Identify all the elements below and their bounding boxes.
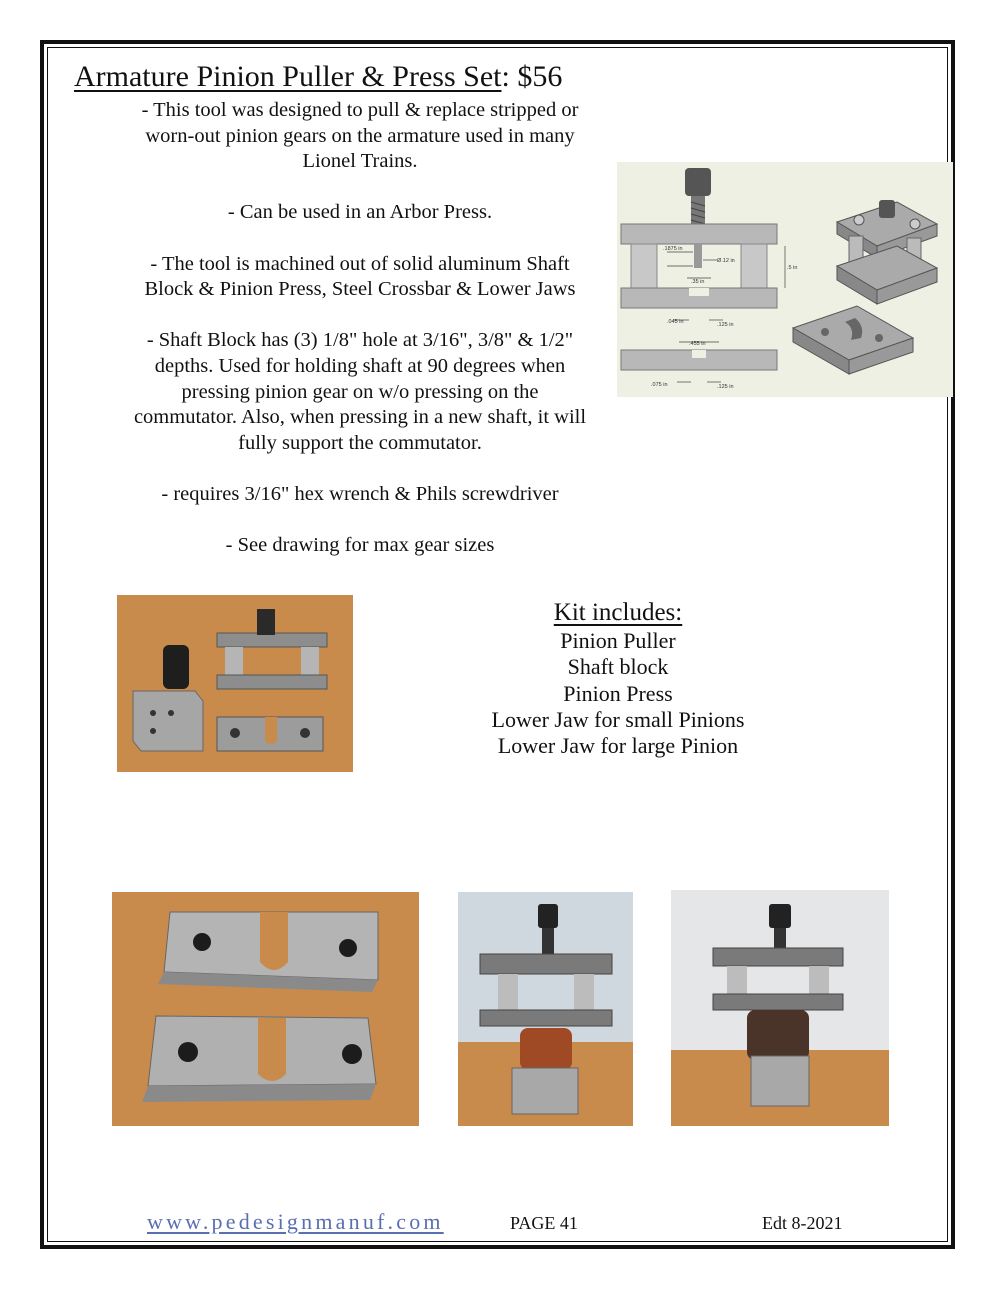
desc-line: - Shaft Block has (3) 1/8" hole at 3/16", 3/8" & 1/2"	[146, 329, 574, 352]
kit-parts-photo	[117, 595, 353, 772]
kit-item: Lower Jaw for small Pinions	[491, 706, 745, 732]
desc-line: Block & Pinion Press, Steel Crossbar & Lower Jaws	[144, 278, 576, 301]
desc-line: fully support the commutator.	[238, 431, 482, 454]
dimension-label: .455 in	[689, 341, 706, 347]
dimension-label: .125 in	[717, 384, 734, 390]
kit-item: Shaft block	[567, 654, 669, 680]
desc-line: depths. Used for holding shaft at 90 degrees when	[154, 354, 566, 377]
desc-line: - See drawing for max gear sizes	[225, 534, 495, 557]
desc-line: Lionel Trains.	[302, 150, 418, 173]
desc-line: - The tool is machined out of solid aluminum Shaft	[150, 252, 570, 275]
desc-line: - requires 3/16" hex wrench & Phils screwdriver	[161, 482, 559, 505]
dimension-label: .045 in	[667, 319, 684, 325]
technical-drawing	[617, 162, 953, 397]
kit-title: Kit includes:	[553, 599, 683, 626]
lower-jaws-photo	[112, 892, 419, 1126]
kit-item: Lower Jaw for large Pinion	[497, 733, 739, 759]
dimension-label: .35 in	[691, 279, 705, 285]
kit-item: Pinion Puller	[560, 628, 676, 653]
kit-item: Pinion Press	[563, 680, 673, 706]
dimension-label: Ø.12 in	[717, 258, 735, 264]
press-in-use-photo	[671, 890, 889, 1126]
desc-line: worn-out pinion gears on the armature used in many	[145, 124, 575, 147]
dimension-label: .5 in	[787, 265, 798, 271]
desc-line: - Can be used in an Arbor Press.	[227, 201, 493, 224]
page-number: PAGE 41	[510, 1213, 578, 1233]
product-price: : $56	[501, 60, 563, 93]
dimension-label: .1875 in	[663, 246, 683, 252]
press-in-use-photo	[458, 892, 633, 1126]
desc-line: pressing pinion gear on w/o pressing on the	[181, 380, 539, 403]
desc-line: - This tool was designed to pull & replace stripped or	[141, 99, 579, 121]
page-title	[74, 60, 562, 94]
website-link[interactable]: www.pedesignmanuf.com	[147, 1209, 444, 1234]
dimension-label: .075 in	[651, 382, 668, 388]
kit-includes	[440, 598, 796, 759]
edition-label: Edt 8-2021	[762, 1213, 843, 1233]
product-description	[110, 98, 610, 559]
product-name: Armature Pinion Puller & Press Set	[74, 60, 502, 93]
desc-line: commutator. Also, when pressing in a new shaft, it will	[133, 406, 587, 429]
dimension-label: .125 in	[717, 322, 734, 328]
